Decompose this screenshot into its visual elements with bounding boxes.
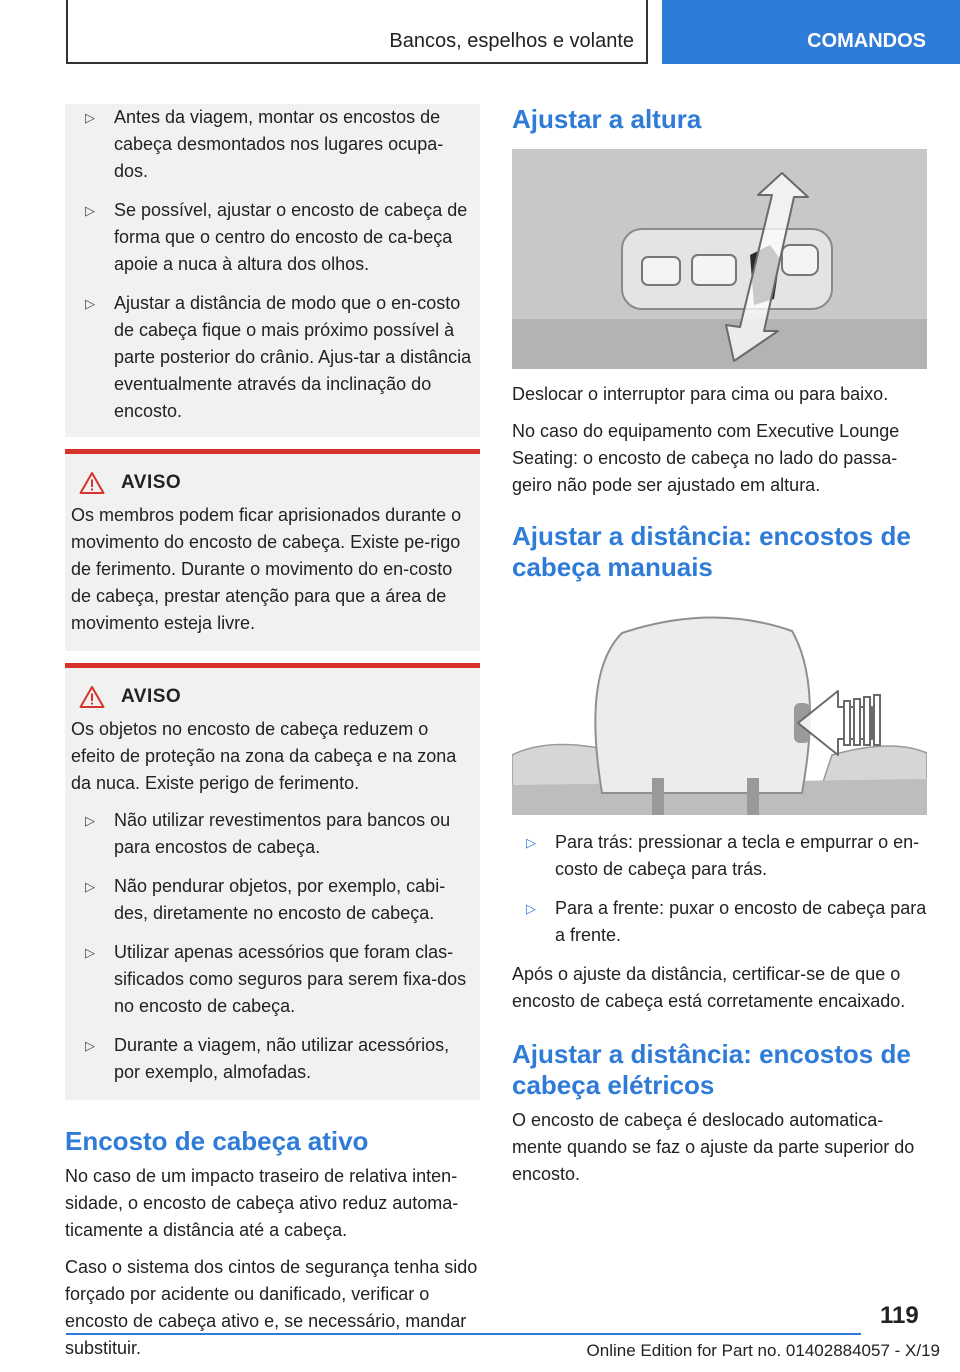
triangle-right-icon: ▷ bbox=[85, 296, 95, 311]
warning-header bbox=[71, 682, 474, 712]
intro-bullet-box bbox=[65, 104, 480, 437]
triangle-right-icon: ▷ bbox=[85, 879, 95, 894]
warning-title: AVISO bbox=[121, 686, 182, 707]
list-item: ▷ Não utilizar revestimentos para bancos ou para encostos de cabeça. bbox=[71, 807, 474, 861]
triangle-right-icon: ▷ bbox=[85, 203, 95, 218]
paragraph: No caso de um impacto traseiro de relativa inten-sidade, o encosto de cabeça ativo reduz automa-ticamente a distância até a cabeça. bbox=[65, 1166, 459, 1240]
triangle-right-icon: ▷ bbox=[85, 1038, 95, 1053]
triangle-right-icon: ▷ bbox=[85, 945, 95, 960]
warning-box-1 bbox=[65, 449, 480, 651]
list-item: ▷ Durante a viagem, não utilizar acessórios, por exemplo, almofadas. bbox=[71, 1032, 474, 1086]
header-section bbox=[66, 0, 648, 64]
list-item: ▷ Para trás: pressionar a tecla e empurrar o en-costo de cabeça para trás. bbox=[512, 829, 927, 883]
warning-triangle-icon bbox=[79, 685, 105, 709]
paragraph: O encosto de cabeça é deslocado automatica-mente quando se faz o ajuste da parte superior do encosto. bbox=[512, 1110, 915, 1184]
section-heading-manual: Ajustar a distância: encostos de cabeça manuais bbox=[512, 521, 911, 582]
warning-text: Os objetos no encosto de cabeça reduzem o efeito de proteção na zona da cabeça e na zona da nuca. Existe perigo de ferimento. bbox=[71, 719, 457, 793]
triangle-right-icon: ▷ bbox=[526, 901, 536, 916]
list-item: ▷ Não pendurar objetos, por exemplo, cabi-des, diretamente no encosto de cabeça. bbox=[71, 873, 474, 927]
paragraph: No caso do equipamento com Executive Lounge Seating: o encosto de cabeça no lado do passa-geiro não pode ser ajustado em altura. bbox=[512, 421, 900, 495]
footer-divider bbox=[66, 1333, 861, 1335]
warning-triangle-icon bbox=[79, 471, 105, 495]
section-heading-height: Ajustar a altura bbox=[512, 104, 702, 134]
warning-title: AVISO bbox=[121, 472, 182, 493]
section-heading-active: Encosto de cabeça ativo bbox=[65, 1126, 369, 1156]
warning-text: Os membros podem ficar aprisionados durante o movimento do encosto de cabeça. Existe pe-rigo de ferimento. Durante o movimento do en-costo de cabeça, prestar atenção para que a área de movimento esteja livre. bbox=[71, 505, 462, 633]
list-item: ▷ Antes da viagem, montar os encostos de cabeça desmontados nos lugares ocupa-dos. bbox=[71, 104, 474, 185]
header-tab-label: COMANDOS bbox=[807, 30, 926, 52]
headrest-image bbox=[512, 603, 927, 815]
header-tab bbox=[662, 0, 960, 64]
list-item: ▷ Se possível, ajustar o encosto de cabeça de forma que o centro do encosto de ca-beça apoie a nuca à altura dos olhos. bbox=[71, 197, 474, 278]
paragraph: Deslocar o interruptor para cima ou para baixo. bbox=[512, 384, 889, 404]
left-column bbox=[65, 104, 480, 1372]
header-section-title: Bancos, espelhos e volante bbox=[389, 30, 634, 52]
triangle-right-icon: ▷ bbox=[85, 813, 95, 828]
page-number: 119 bbox=[880, 1302, 919, 1329]
seat-switch-illustration bbox=[512, 149, 927, 369]
paragraph: Após o ajuste da distância, certificar-se de que o encosto de cabeça está corretamente encaixado. bbox=[512, 964, 906, 1011]
headrest-illustration bbox=[512, 603, 927, 815]
seat-switch-image bbox=[512, 149, 927, 369]
triangle-right-icon: ▷ bbox=[85, 110, 95, 125]
list-item: ▷ Ajustar a distância de modo que o en-costo de cabeça fique o mais próximo possível à parte posterior do crânio. Ajus-tar a distância eventualmente através da inclinação do encosto. bbox=[71, 290, 474, 425]
list-item: ▷ Para a frente: puxar o encosto de cabeça para a frente. bbox=[512, 895, 927, 949]
right-column bbox=[512, 104, 927, 1198]
section-heading-electric: Ajustar a distância: encostos de cabeça elétricos bbox=[512, 1039, 911, 1100]
warning-header bbox=[71, 468, 474, 498]
paragraph: Caso o sistema dos cintos de segurança tenha sido forçado por acidente ou danificado, verificar o encosto de cabeça ativo e, se necessário, mandar substituir. bbox=[65, 1257, 478, 1358]
list-item: ▷ Utilizar apenas acessórios que foram clas-sificados como seguros para serem fixa-dos no encosto de cabeça. bbox=[71, 939, 474, 1020]
triangle-right-icon: ▷ bbox=[526, 835, 536, 850]
warning-box-2 bbox=[65, 663, 480, 1100]
footer-edition: Online Edition for Part no. 01402884057 - X/19 bbox=[586, 1341, 940, 1360]
